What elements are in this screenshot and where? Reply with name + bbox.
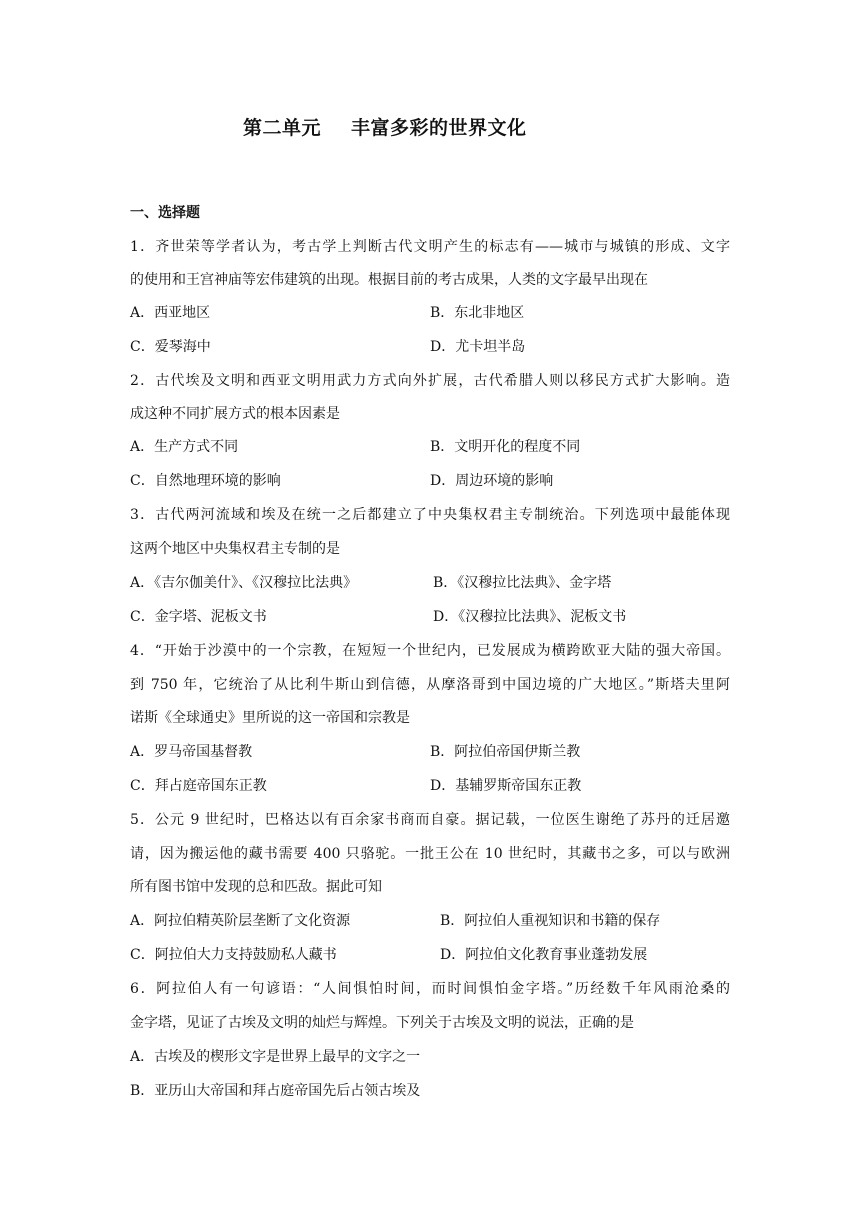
question-3-option-b: B．《汉穆拉比法典》、金字塔 [433, 575, 612, 591]
question-6-option-a: A．古埃及的楔形文字是世界上最早的文字之一 [130, 1049, 421, 1065]
question-5-option-d: D．阿拉伯文化教育事业蓬勃发展 [440, 947, 648, 963]
question-3-option-a: A．《吉尔伽美什》、《汉穆拉比法典》 [130, 575, 358, 591]
question-6-option-b: B．亚历山大帝国和拜占庭帝国先后占领古埃及 [130, 1083, 421, 1099]
question-5-option-b: B．阿拉伯人重视知识和书籍的保存 [440, 913, 661, 929]
question-2-option-c: C．自然地理环境的影响 [130, 473, 281, 489]
question-5-line-1: 5．公元 9 世纪时，巴格达以有百余家书商而自豪。据记载，一位医生谢绝了苏丹的迁居邀 [130, 812, 730, 828]
question-1-option-b: B．东北非地区 [430, 305, 525, 321]
question-1-option-d: D．尤卡坦半岛 [430, 339, 526, 355]
unit-name: 丰富多彩的世界文化 [351, 117, 527, 139]
question-5-option-a: A．阿拉伯精英阶层垄断了文化资源 [130, 913, 351, 929]
page-title [243, 113, 527, 140]
question-1-option-a: A．西亚地区 [130, 305, 211, 321]
question-2-line-1: 2．古代埃及文明和西亚文明用武力方式向外扩展，古代希腊人则以移民方式扩大影响。造 [130, 373, 730, 389]
question-5-line-3: 所有图书馆中发现的总和匹敌。据此可知 [130, 879, 382, 895]
question-4-option-b: B．阿拉伯帝国伊斯兰教 [430, 744, 581, 760]
question-4-option-d: D．基辅罗斯帝国东正教 [430, 778, 582, 794]
question-1-line-1: 1．齐世荣等学者认为，考古学上判断古代文明产生的标志有——城市与城镇的形成、文字 [130, 239, 730, 255]
question-3-line-2: 这两个地区中央集权君主专制的是 [130, 541, 340, 557]
question-5-line-2: 请，因为搬运他的藏书需要 400 只骆驼。一批王公在 10 世纪时，其藏书之多，可以与欧洲 [130, 846, 730, 862]
question-3-option-d: D．《汉穆拉比法典》、泥板文书 [433, 609, 627, 625]
question-5-option-c: C．阿拉伯大力支持鼓励私人藏书 [130, 947, 337, 963]
question-4-line-3: 诺斯《全球通史》里所说的这一帝国和宗教是 [130, 710, 410, 726]
question-3-option-c: C．金字塔、泥板文书 [130, 609, 267, 625]
question-1-option-c: C．爱琴海中 [130, 339, 211, 355]
question-4-option-c: C．拜占庭帝国东正教 [130, 778, 267, 794]
question-4-option-a: A．罗马帝国基督教 [130, 744, 253, 760]
question-3-line-1: 3．古代两河流域和埃及在统一之后都建立了中央集权君主专制统治。下列选项中最能体现 [130, 507, 730, 523]
question-2-option-d: D．周边环境的影响 [430, 473, 554, 489]
question-6-line-1: 6．阿拉伯人有一句谚语：“人间惧怕时间，而时间惧怕金字塔。”历经数千年风雨沧桑的 [130, 981, 730, 997]
question-1-line-2: 的使用和王宫神庙等宏伟建筑的出现。根据目前的考古成果，人类的文字最早出现在 [130, 272, 648, 288]
question-2-line-2: 成这种不同扩展方式的根本因素是 [130, 406, 340, 422]
question-4-line-2: 到 750 年，它统治了从比利牛斯山到信德，从摩洛哥到中国边境的广大地区。”斯塔夫里阿 [130, 677, 730, 693]
question-6-line-2: 金字塔，见证了古埃及文明的灿烂与辉煌。下列关于古埃及文明的说法，正确的是 [130, 1015, 634, 1031]
section-heading: 一、选择题 [130, 205, 200, 221]
unit-label: 第二单元 [243, 117, 322, 139]
question-2-option-b: B．文明开化的程度不同 [430, 439, 581, 455]
question-2-option-a: A．生产方式不同 [130, 439, 239, 455]
question-4-line-1: 4．“开始于沙漠中的一个宗教，在短短一个世纪内，已发展成为横跨欧亚大陆的强大帝国。 [130, 643, 730, 659]
